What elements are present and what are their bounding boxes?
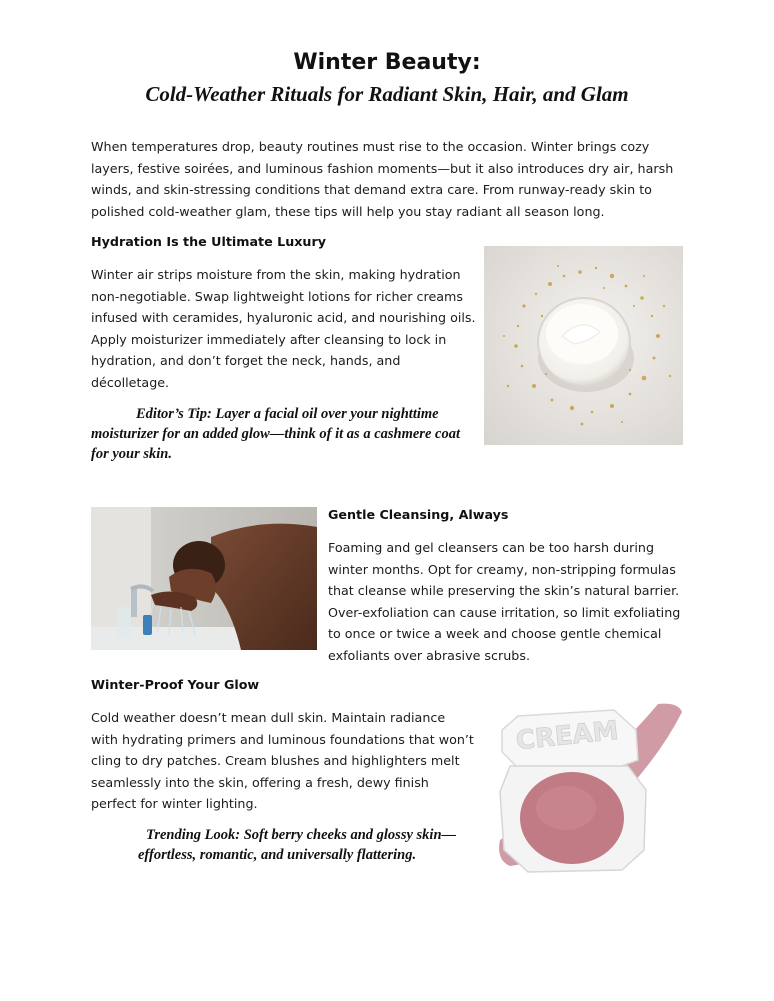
section-body-hydration: Winter air strips moisture from the skin, making hydration non-negotiable. Swap lightweight lotions for richer creams infused with ceramides, hyaluronic acid, and nourishing oils. Apply moisturizer immediately after cleansing to lock in hydration, and don’t forget the neck, hands, and décolletage. <box>91 267 476 390</box>
section-heading-cleansing: Gentle Cleansing, Always <box>328 507 509 522</box>
face-washing-illustration <box>91 507 317 650</box>
section-heading-hydration: Hydration Is the Ultimate Luxury <box>91 234 326 249</box>
cream-jar-illustration <box>484 246 683 445</box>
trending-look: Trending Look: Soft berry cheeks and glossy skin—effortless, romantic, and universally flattering. <box>138 827 457 863</box>
cream-jar-image <box>484 246 683 445</box>
face-washing-image <box>91 507 317 650</box>
blush-brand-text: CREAM <box>514 715 620 757</box>
cream-blush-illustration <box>488 700 684 878</box>
editors-tip: Editor’s Tip: Layer a facial oil over your nighttime moisturizer for an added glow—think of it as a cashmere coat for your skin. <box>91 406 460 462</box>
section-heading-glow: Winter-Proof Your Glow <box>91 677 260 692</box>
section-body-glow: Cold weather doesn’t mean dull skin. Maintain radiance with hydrating primers and luminous foundations that won’t cling to dry patches. Cream blushes and highlighters melt seamlessly into the skin, offering a fresh, dewy finish perfect for winter lighting. <box>91 710 474 811</box>
cream-blush-image <box>488 700 684 878</box>
section-body-cleansing: Foaming and gel cleansers can be too harsh during winter months. Opt for creamy, non-stripping formulas that cleanse while preserving the skin’s natural barrier. Over-exfoliation can cause irritation, so limit exfoliating to once or twice a week and choose gentle chemical exfoliants over abrasive scrubs. <box>328 540 681 663</box>
page-title: Winter Beauty: <box>293 50 481 75</box>
intro-paragraph: When temperatures drop, beauty routines must rise to the occasion. Winter brings cozy layers, festive soirées, and luminous fashion moments—but it also introduces dry air, harsh winds, and skin-stressing conditions that demand extra care. From runway-ready skin to polished cold-weather glam, these tips will help you stay radiant all season long. <box>91 139 674 219</box>
page-subtitle: Cold-Weather Rituals for Radiant Skin, Hair, and Glam <box>145 82 629 106</box>
